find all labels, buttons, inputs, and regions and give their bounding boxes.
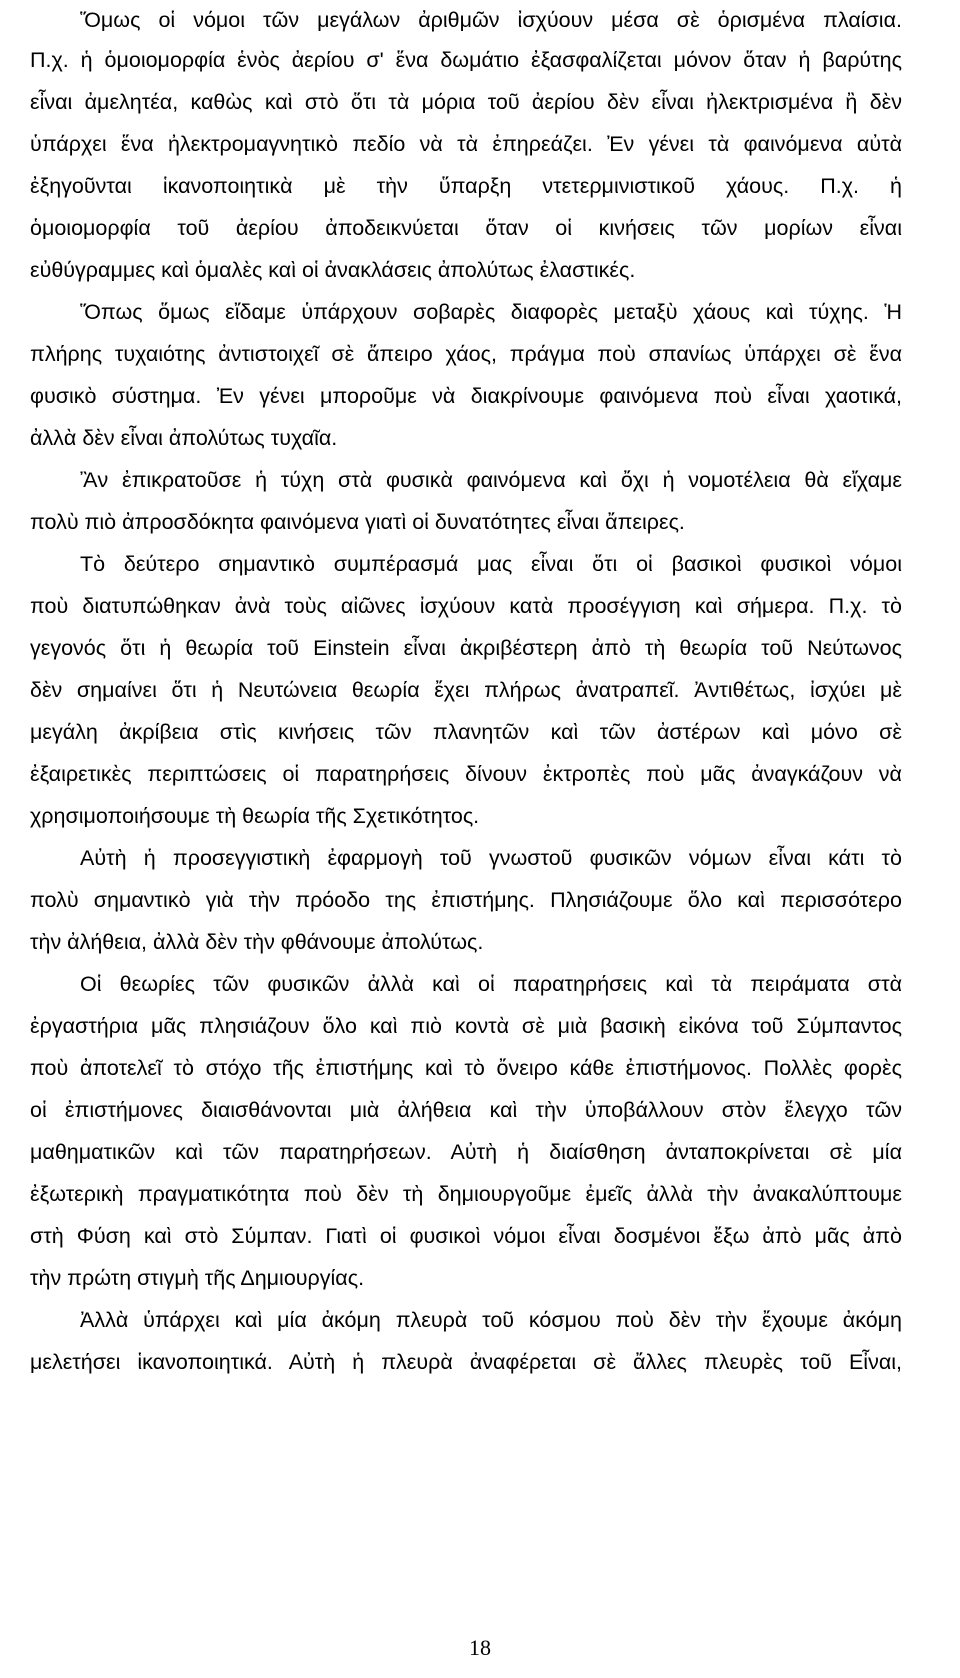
text-line: Αὐτὴ ἡ προσεγγιστικὴ ἐφαρμογὴ τοῦ γνωστοῦ φυσικῶν νόμων εἶναι κάτι τὸ xyxy=(80,846,902,870)
text-line: μελετήσει ἱκανοποιητικά. Αὐτὴ ἡ πλευρὰ ἀναφέρεται σὲ ἄλλες πλευρὲς τοῦ Εἶναι, xyxy=(30,1350,902,1374)
text-line: μεγάλη ἀκρίβεια στὶς κινήσεις τῶν πλανητῶν καὶ τῶν ἀστέρων καὶ μόνο σὲ xyxy=(30,720,902,744)
text-line: εὐθύγραμμες καὶ ὁμαλὲς καὶ οἱ ἀνακλάσεις ἀπολύτως ἐλαστικές. xyxy=(30,258,636,282)
text-line: μαθηματικῶν καὶ τῶν παρατηρήσεων. Αὐτὴ ἡ διαίσθηση ἀνταποκρίνεται σὲ μία xyxy=(30,1140,902,1164)
text-line: τὴν ἀλήθεια, ἀλλὰ δὲν τὴν φθάνουμε ἀπολύτως. xyxy=(30,930,484,954)
text-line: ἐξηγοῦνται ἱκανοποιητικὰ μὲ τὴν ὕπαρξη ντετερμινιστικοῦ χάους. Π.χ. ἡ xyxy=(30,174,902,198)
text-line: ὁμοιομορφία τοῦ ἀερίου ἀποδεικνύεται ὅταν οἱ κινήσεις τῶν μορίων εἶναι xyxy=(30,216,902,240)
text-line: τὴν πρώτη στιγμὴ τῆς Δημιουργίας. xyxy=(30,1266,365,1290)
text-line: δὲν σημαίνει ὅτι ἡ Νευτώνεια θεωρία ἔχει πλήρως ἀνατραπεῖ. Ἀντιθέτως, ἰσχύει μὲ xyxy=(30,678,902,702)
text-line: Οἱ θεωρίες τῶν φυσικῶν ἀλλὰ καὶ οἱ παρατηρήσεις καὶ τὰ πειράματα στὰ xyxy=(80,972,902,996)
text-line: φυσικὸ σύστημα. Ἐν γένει μποροῦμε νὰ διακρίνουμε φαινόμενα ποὺ εἶναι χαοτικά, xyxy=(30,384,902,408)
text-line: εἶναι ἀμελητέα, καθὼς καὶ στὸ ὅτι τὰ μόρια τοῦ ἀερίου δὲν εἶναι ἠλεκτρισμένα ἢ δὲν xyxy=(30,90,902,114)
text-line: ποὺ ἀποτελεῖ τὸ στόχο τῆς ἐπιστήμης καὶ τὸ ὄνειρο κάθε ἐπιστήμονος. Πολλὲς φορὲς xyxy=(30,1056,902,1080)
text-line: οἱ ἐπιστήμονες διαισθάνονται μιὰ ἀλήθεια καὶ τὴν ὑποβάλλουν στὸν ἔλεγχο τῶν xyxy=(30,1098,902,1122)
text-line: ὑπάρχει ἕνα ἠλεκτρομαγνητικὸ πεδίο νὰ τὰ ἐπηρεάζει. Ἐν γένει τὰ φαινόμενα αὐτὰ xyxy=(30,132,902,156)
text-line: Ὅμως οἱ νόμοι τῶν μεγάλων ἀριθμῶν ἰσχύουν μέσα σὲ ὁρισμένα πλαίσια. xyxy=(80,8,902,32)
text-line: πλήρης τυχαιότης ἀντιστοιχεῖ σὲ ἄπειρο χάος, πράγμα ποὺ σπανίως ὑπάρχει σὲ ἕνα xyxy=(30,342,902,366)
text-line: ἀλλὰ δὲν εἶναι ἀπολύτως τυχαῖα. xyxy=(30,426,338,450)
text-line: Ἀλλὰ ὑπάρχει καὶ μία ἀκόμη πλευρὰ τοῦ κόσμου ποὺ δὲν τὴν ἔχουμε ἀκόμη xyxy=(80,1308,902,1332)
text-line: Τὸ δεύτερο σημαντικὸ συμπέρασμά μας εἶναι ὅτι οἱ βασικοὶ φυσικοὶ νόμοι xyxy=(80,552,902,576)
text-line: ποὺ διατυπώθηκαν ἀνὰ τοὺς αἰῶνες ἰσχύουν κατὰ προσέγγιση καὶ σήμερα. Π.χ. τὸ xyxy=(30,594,902,618)
text-line: Ἂν ἐπικρατοῦσε ἡ τύχη στὰ φυσικὰ φαινόμενα καὶ ὄχι ἡ νομοτέλεια θὰ εἴχαμε xyxy=(80,468,902,492)
text-line: γεγονός ὅτι ἡ θεωρία τοῦ Einstein εἶναι ἀκριβέστερη ἀπὸ τὴ θεωρία τοῦ Νεύτωνος xyxy=(30,636,902,660)
text-line: στὴ Φύση καὶ στὸ Σύμπαν. Γιατὶ οἱ φυσικοὶ νόμοι εἶναι δοσμένοι ἔξω ἀπὸ μᾶς ἀπὸ xyxy=(30,1224,902,1248)
text-line: χρησιμοποιήσουμε τὴ θεωρία τῆς Σχετικότητος. xyxy=(30,804,480,828)
text-line: Π.χ. ἡ ὁμοιομορφία ἑνὸς ἀερίου σ' ἕνα δωμάτιο ἐξασφαλίζεται μόνον ὅταν ἡ βαρύτης xyxy=(30,48,902,72)
text-line: πολὺ πιὸ ἀπροσδόκητα φαινόμενα γιατὶ οἱ δυνατότητες εἶναι ἄπειρες. xyxy=(30,510,685,534)
text-line: ἐξαιρετικὲς περιπτώσεις οἱ παρατηρήσεις δίνουν ἐκτροπὲς ποὺ μᾶς ἀναγκάζουν νὰ xyxy=(30,762,902,786)
text-line: Ὅπως ὅμως εἴδαμε ὑπάρχουν σοβαρὲς διαφορὲς μεταξὺ χάους καὶ τύχης. Ἡ xyxy=(80,300,902,324)
text-line: ἐξωτερικὴ πραγματικότητα ποὺ δὲν τὴ δημιουργοῦμε ἐμεῖς ἀλλὰ τὴν ἀνακαλύπτουμε xyxy=(30,1182,902,1206)
text-line: πολὺ σημαντικὸ γιὰ τὴν πρόοδο της ἐπιστήμης. Πλησιάζουμε ὅλο καὶ περισσότερο xyxy=(30,888,902,912)
page-number: 18 xyxy=(469,1635,491,1660)
text-line: ἐργαστήρια μᾶς πλησιάζουν ὅλο καὶ πιὸ κοντὰ σὲ μιὰ βασικὴ εἰκόνα τοῦ Σύμπαντος xyxy=(30,1014,902,1038)
